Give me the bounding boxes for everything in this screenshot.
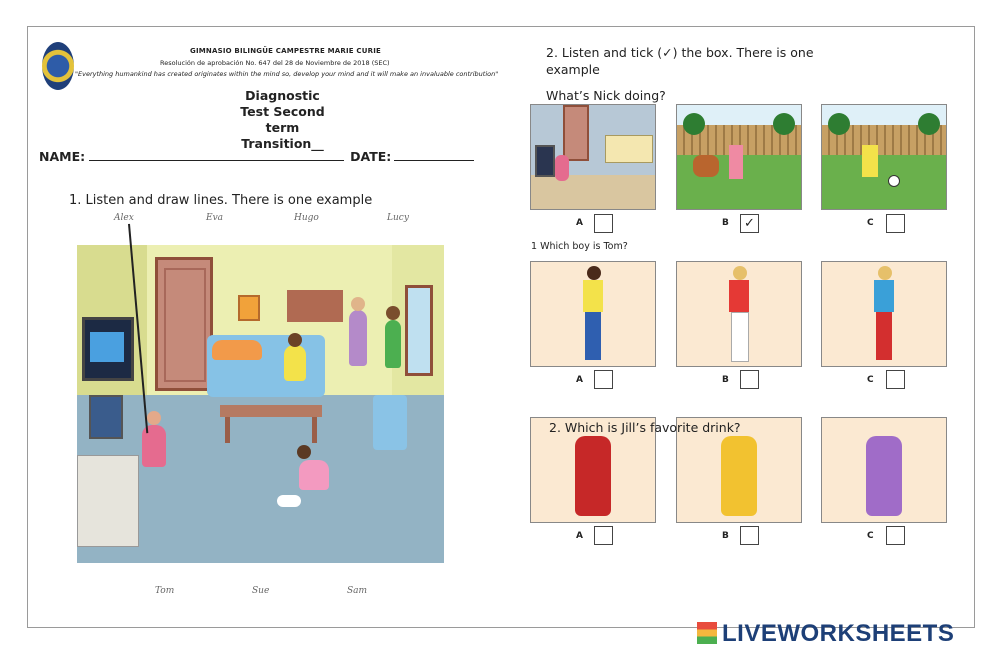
example-checkbox-b[interactable]: ✓ [740, 214, 759, 233]
living-room-picture[interactable] [77, 245, 444, 563]
television [82, 317, 134, 381]
door [155, 257, 213, 391]
name-sue[interactable]: Sue [252, 586, 270, 596]
name-label: NAME: [39, 149, 86, 164]
liveworksheets-logo-icon [697, 622, 717, 644]
exercise2-instruction: 2. Listen and tick (✓) the box. There is one example [546, 45, 814, 77]
example-picture-c [821, 104, 947, 210]
top-names-row [0, 213, 1000, 227]
example-option-b-label: B [722, 218, 729, 228]
example-question: What’s Nick doing? [546, 88, 666, 103]
q1-option-a-label: A [576, 375, 583, 385]
armchair [373, 395, 407, 450]
coffee-table [220, 405, 322, 417]
window [405, 285, 433, 376]
name-tom[interactable]: Tom [155, 586, 175, 596]
q2-checkbox-b[interactable] [740, 526, 759, 545]
example-picture-a [530, 104, 656, 210]
question1-text: 1 Which boy is Tom? [531, 241, 628, 252]
q1-picture-b [676, 261, 802, 367]
girl-with-cat [299, 460, 329, 490]
person-lying-sofa [212, 340, 262, 360]
cat [277, 495, 301, 507]
title-line-3: term [265, 120, 300, 135]
person-reading [349, 310, 367, 366]
name-lucy[interactable]: Lucy [387, 213, 409, 223]
q1-checkbox-c[interactable] [886, 370, 905, 389]
school-seal-logo [42, 42, 74, 90]
q2-checkbox-a[interactable] [594, 526, 613, 545]
name-hugo[interactable]: Hugo [294, 213, 319, 223]
example-option-a-label: A [576, 218, 583, 228]
q1-picture-c [821, 261, 947, 367]
q2-picture-c [821, 417, 947, 523]
school-name: GIMNASIO BILINGÜE CAMPESTRE MARIE CURIE [190, 47, 381, 55]
q1-picture-a [530, 261, 656, 367]
q1-checkbox-b[interactable] [740, 370, 759, 389]
liveworksheets-brand[interactable]: LIVEWORKSHEETS [722, 620, 955, 647]
q1-checkbox-a[interactable] [594, 370, 613, 389]
example-checkbox-a[interactable] [594, 214, 613, 233]
name-eva[interactable]: Eva [206, 213, 224, 223]
example-checkbox-c[interactable] [886, 214, 905, 233]
title-line-4: Transition__ [241, 136, 324, 151]
school-motto: "Everything humankind has created originates within the mind so, develop your mind and it will make an invaluable contribution" [75, 70, 499, 78]
name-sam[interactable]: Sam [347, 586, 368, 596]
bookshelf [287, 290, 343, 322]
name-alex[interactable]: Alex [114, 213, 134, 223]
q2-option-b-label: B [722, 531, 729, 541]
person-sitting-sofa [284, 345, 306, 381]
q2-option-c-label: C [867, 531, 874, 541]
person-window [385, 320, 401, 368]
name-field[interactable] [89, 150, 344, 161]
q2-option-a-label: A [576, 531, 583, 541]
question2-text: 2. Which is Jill’s favorite drink? [549, 420, 741, 435]
date-field[interactable] [394, 150, 474, 161]
example-option-c-label: C [867, 218, 874, 228]
wall-picture [238, 295, 260, 321]
title-line-1: Diagnostic [245, 88, 320, 103]
q1-option-b-label: B [722, 375, 729, 385]
desk [77, 455, 139, 547]
example-picture-b [676, 104, 802, 210]
resolution-text: Resolución de aprobación No. 647 del 28 de Noviembre de 2018 (SEC) [160, 59, 390, 67]
computer-monitor [89, 395, 123, 439]
q2-checkbox-c[interactable] [886, 526, 905, 545]
date-label: DATE: [350, 149, 392, 164]
bottom-names-row [0, 586, 1000, 600]
q1-option-c-label: C [867, 375, 874, 385]
exercise1-instruction: 1. Listen and draw lines. There is one example [69, 193, 373, 208]
title-line-2: Test Second [240, 104, 325, 119]
name-date-row [39, 149, 474, 164]
